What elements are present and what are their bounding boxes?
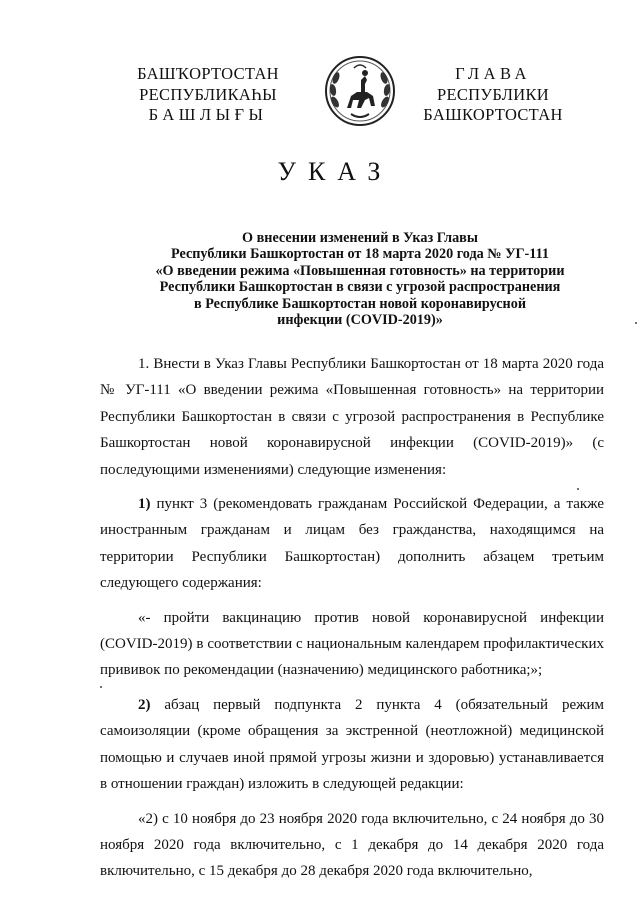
paragraph-3: «- пройти вакцинацию против новой коронавирусной инфекции (COVID-2019) в соответствии с национальным календарем профилактических прививок по рекомендации (назначению) медицинского работника;»; [100,609,604,679]
header-left-block [108,64,308,126]
document-body [100,351,604,885]
header-left-line: РЕСПУБЛИКАҺЫ [139,84,277,104]
coat-of-arms-icon [321,50,399,132]
header-left-line: БАШЛЫҒЫ [148,105,268,124]
item-number: 2) [138,696,151,713]
subject-line: в Республике Башкортостан новой коронавирусной [193,295,526,312]
paragraph-5: «2) с 10 ноября до 23 ноября 2020 года включительно, с 24 ноября до 30 ноября 2020 года включительно, с 1 декабря до 14 декабря 2020 года включительно, с 15 декабря до 28 декабря 2020 года включительно, [100,810,604,880]
document-subject [120,230,600,328]
subject-line: Республики Башкортостан от 18 марта 2020 года № УГ-111 [171,246,549,263]
subject-line: «О введении режима «Повышенная готовность» на территории [155,262,565,279]
paragraph-4 [100,692,604,798]
header-right-block [393,64,593,126]
item-number: 1) [138,496,151,513]
subject-line: Республики Башкортостан в связи с угрозой распространения [159,279,561,296]
header-left-line: БАШҠОРТОСТАН [137,64,279,83]
subject-line: инфекции (COVID-2019)» [277,312,443,329]
scan-speck [635,322,637,324]
scan-speck [100,686,102,688]
subject-line: О внесении изменений в Указ Главы [242,230,478,246]
document-title: УКАЗ [277,157,393,186]
paragraph-text: абзац первый подпункта 2 пункта 4 (обязательный режим самоизоляции (кроме обращения за экстренной (неотложной) медицинской помощью и случаев иной прямой угрозы жизни и здоровью) устанавливается в отношении граждан) изложить в следующей редакции: [100,696,604,793]
header-right-line: БАШКОРТОСТАН [423,105,563,124]
paragraph-1: 1. Внести в Указ Главы Республики Башкортостан от 18 марта 2020 года № УГ-111 «О введении режима «Повышенная готовность» на территории Республики Башкортостан в связи с угрозой распространения в Республике Башкортостан новой коронавирусной инфекции (COVID-2019)» (с последующими изменениями) следующие изменения: [100,356,604,478]
paragraph-text: пункт 3 (рекомендовать гражданам Российской Федерации, а также иностранным гражданам и лицам без гражданства, находящимся на территории Республики Башкортостан) дополнить абзацем третьим следующего содержания: [100,496,604,592]
scan-speck [577,488,579,490]
header-right-line: РЕСПУБЛИКИ [437,84,549,104]
header-right-line: ГЛАВА [455,64,531,83]
paragraph-2 [100,491,604,597]
